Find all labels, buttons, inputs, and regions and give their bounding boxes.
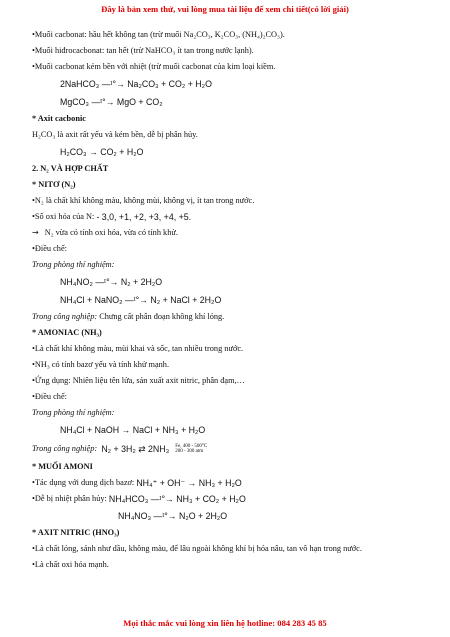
text-line: • Là chất lỏng, sánh như dầu, không màu, để lâu ngoài không khí bị hóa nâu, tan vô hạn trong nước. [32, 541, 432, 557]
text-fragment: • Dễ bị nhiệt phân hủy: [34, 494, 107, 504]
text-line: • Là chất khí không màu, mùi khai và sốc, tan nhiều trong nước. [32, 341, 432, 357]
section-heading: * MUỐI AMONI [32, 462, 93, 472]
text-line [32, 475, 432, 491]
text-line: Trong phòng thí nghiệm: [32, 408, 115, 418]
equation: NH₄Cl + NaOH → NaCl + NH₃ + H₂O [60, 424, 206, 435]
text-line: • Muối hiđrocacbonat: tan hết (trừ NaHCO₃ ít tan trong nước lạnh). [32, 43, 432, 59]
condition-top: Fe, 400 - 500°C [175, 444, 208, 449]
text-fragment: N₂ vừa có tính oxi hóa, vừa có tính khử. [44, 228, 178, 238]
section-heading: * Axit cacbonic [32, 114, 86, 124]
text-line [32, 491, 432, 507]
condition-bottom: 200 - 300 atm [175, 449, 204, 454]
equation-inline: NH₄HCO₃ —ᵗ°→ NH₃ + CO₂ + H₂O [108, 493, 246, 504]
text-line: • Điều chế: [32, 241, 432, 257]
text-line [32, 439, 432, 459]
hotline-footer: Mọi thắc mắc vui lòng xin liên hệ hotline: 084 283 45 85 [123, 618, 327, 628]
text-line: • Là chất oxi hóa mạnh. [32, 557, 432, 573]
text-line: • Ứng dụng: Nhiên liệu tên lửa, sản xuất axit nitric, phân đạm,… [32, 373, 432, 389]
text-line [32, 309, 432, 325]
text-fragment: Trong công nghiệp: [32, 312, 98, 322]
preview-banner: Đây là bản xem thử, vui lòng mua tài liệu để xem chi tiết(có lời giải) [101, 4, 349, 14]
text-fragment: Chưng cất phân đoạn không khí lỏng. [99, 312, 225, 322]
equation: NH₄Cl + NaNO₂ —ᵗ°→ N₂ + NaCl + 2H₂O [60, 294, 222, 305]
equation: H₂CO₃ → CO₂ + H₂O [60, 146, 144, 157]
document-body [32, 27, 432, 573]
text-line: H₂CO₃ là axit rất yếu và kém bền, dễ bị phân hủy. [32, 130, 198, 140]
text-line [32, 209, 432, 225]
reaction-conditions [175, 444, 207, 454]
arrow-icon: → [32, 228, 39, 238]
equation: 2NaHCO₃ —ᵗ°→ Na₂CO₃ + CO₂ + H₂O [60, 78, 212, 89]
text-line: Trong phòng thí nghiệm: [32, 260, 115, 270]
section-heading: 2. N₂ VÀ HỢP CHẤT [32, 164, 109, 174]
text-line [32, 225, 432, 241]
section-heading: * AMONIAC (NH₃) [32, 328, 102, 338]
text-line: • N₂ là chất khí không màu, không mùi, không vị, ít tan trong nước. [32, 193, 432, 209]
section-heading: * NITƠ (N₂) [32, 180, 76, 190]
text-line: • Muối cacbonat: hầu hết không tan (trừ muối Na₂CO₃, K₂CO₃, (NH₄)₂CO₃). [32, 27, 432, 43]
text-fragment: • Tác dụng với dung dịch bazơ: [34, 478, 135, 488]
equation-inline: N₂ + 3H₂ ⇄ 2NH₃ [101, 443, 170, 454]
equation: NH₄NO₃ —ᵗ°→ N₂O + 2H₂O [118, 510, 228, 521]
text-line: • NH₃ có tính bazơ yếu và tính khử mạnh. [32, 357, 432, 373]
text-fragment: • Số oxi hóa của N: [34, 212, 95, 222]
equation: MgCO₃ —ᵗ°→ MgO + CO₂ [60, 96, 163, 107]
section-heading: * AXIT NITRIC (HNO₃) [32, 528, 120, 538]
equation-inline: NH₄⁺ + OH⁻ → NH₃ + H₂O [136, 477, 242, 488]
text-fragment: Trong công nghiệp: [32, 444, 98, 454]
text-line: • Điều chế: [32, 389, 432, 405]
text-line: • Muối cacbonat kém bền với nhiệt (trừ muối cacbonat của kim loại kiềm. [32, 59, 432, 75]
equation: NH₄NO₂ —ᵗ°→ N₂ + 2H₂O [60, 276, 163, 287]
equation-inline: - 3,0, +1, +2, +3, +4, +5. [96, 211, 192, 222]
